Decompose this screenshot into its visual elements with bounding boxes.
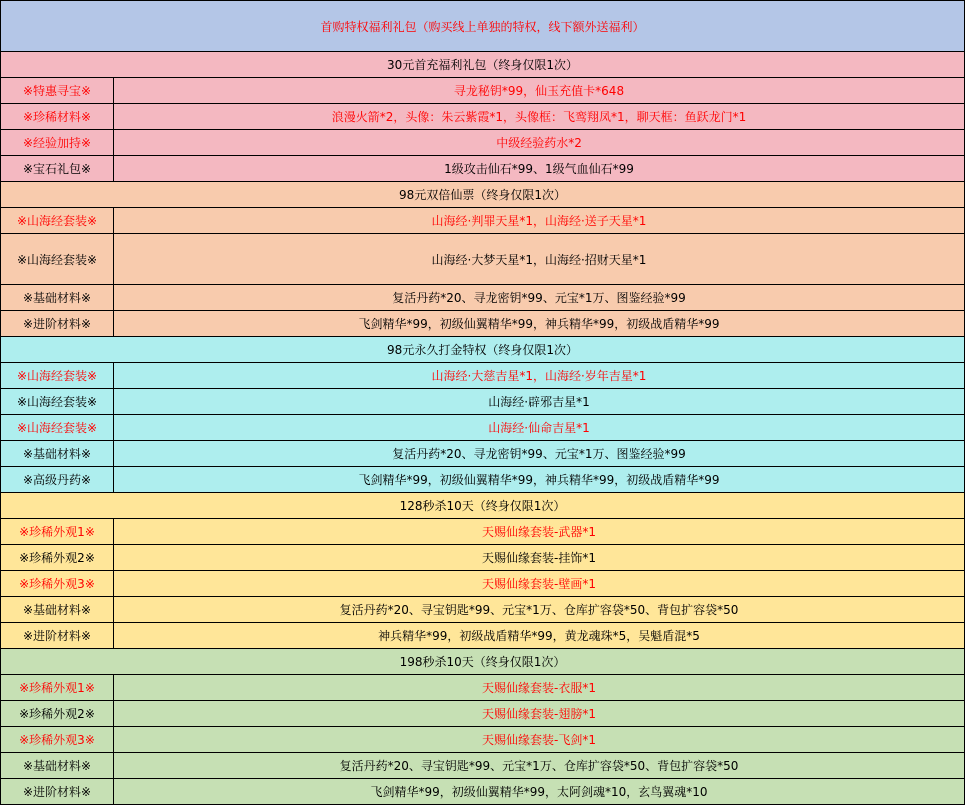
row-value: 天赐仙缘套装-挂饰*1: [114, 545, 965, 571]
table-row: [1, 753, 965, 779]
row-value: 浪漫火箭*2，头像：朱云紫霞*1，头像框：飞鸾翔凤*1，聊天框：鱼跃龙门*1: [114, 104, 965, 130]
row-value: 天赐仙缘套装-飞剑*1: [114, 727, 965, 753]
row-label: ※进阶材料※: [1, 311, 114, 337]
row-label: ※基础材料※: [1, 441, 114, 467]
table-row: [1, 208, 965, 234]
table-row: [1, 78, 965, 104]
row-value: 山海经·判罪天星*1，山海经·送子天星*1: [114, 208, 965, 234]
row-label: ※珍稀外观2※: [1, 545, 114, 571]
row-label: ※珍稀外观3※: [1, 571, 114, 597]
table-row: [1, 104, 965, 130]
row-label: ※高级丹药※: [1, 467, 114, 493]
section-header: 98元永久打金特权（终身仅限1次）: [1, 337, 965, 363]
row-label: ※进阶材料※: [1, 623, 114, 649]
row-label: ※山海经套装※: [1, 234, 114, 285]
section-header: 198秒杀10天（终身仅限1次）: [1, 649, 965, 675]
row-label: ※基础材料※: [1, 285, 114, 311]
table-title: 首购特权福利礼包（购买线上单独的特权，线下额外送福利）: [1, 1, 965, 52]
table-row: [1, 571, 965, 597]
table-row: [1, 779, 965, 805]
row-value: 复活丹药*20、寻龙密钥*99、元宝*1万、图鉴经验*99: [114, 285, 965, 311]
row-label: ※经验加持※: [1, 130, 114, 156]
table-row: [1, 701, 965, 727]
row-label: ※山海经套装※: [1, 363, 114, 389]
section-header-row: [1, 182, 965, 208]
row-value: 山海经·大梦天星*1，山海经·招财天星*1: [114, 234, 965, 285]
row-value: 飞剑精华*99，初级仙翼精华*99，神兵精华*99，初级战盾精华*99: [114, 311, 965, 337]
row-value: 复活丹药*20、寻龙密钥*99、元宝*1万、图鉴经验*99: [114, 441, 965, 467]
row-label: ※珍稀外观1※: [1, 519, 114, 545]
row-label: ※珍稀材料※: [1, 104, 114, 130]
title-row: [1, 1, 965, 52]
row-label: ※山海经套装※: [1, 208, 114, 234]
row-value: 寻龙秘钥*99，仙玉充值卡*648: [114, 78, 965, 104]
row-value: 复活丹药*20、寻宝钥匙*99、元宝*1万、仓库扩容袋*50、背包扩容袋*50: [114, 753, 965, 779]
table-row: [1, 363, 965, 389]
table-row: [1, 727, 965, 753]
row-label: ※宝石礼包※: [1, 156, 114, 182]
section-header: 30元首充福利礼包（终身仅限1次）: [1, 52, 965, 78]
row-label: ※特惠寻宝※: [1, 78, 114, 104]
row-label: ※珍稀外观3※: [1, 727, 114, 753]
row-value: 飞剑精华*99，初级仙翼精华*99，太阿剑魂*10，玄鸟翼魂*10: [114, 779, 965, 805]
row-label: ※基础材料※: [1, 597, 114, 623]
row-value: 天赐仙缘套装-武器*1: [114, 519, 965, 545]
table-row: [1, 156, 965, 182]
section-header-row: [1, 52, 965, 78]
row-value: 天赐仙缘套装-壁画*1: [114, 571, 965, 597]
table-row: [1, 285, 965, 311]
table-row: [1, 130, 965, 156]
row-value: 神兵精华*99，初级战盾精华*99，黄龙魂珠*5，吴魁盾混*5: [114, 623, 965, 649]
section-header-row: [1, 649, 965, 675]
row-label: ※山海经套装※: [1, 389, 114, 415]
table-row: [1, 441, 965, 467]
table-row: [1, 675, 965, 701]
section-header: 128秒杀10天（终身仅限1次）: [1, 493, 965, 519]
row-label: ※基础材料※: [1, 753, 114, 779]
row-label: ※山海经套装※: [1, 415, 114, 441]
section-header: 98元双倍仙票（终身仅限1次）: [1, 182, 965, 208]
row-value: 天赐仙缘套装-翅膀*1: [114, 701, 965, 727]
row-value: 天赐仙缘套装-衣服*1: [114, 675, 965, 701]
section-header-row: [1, 493, 965, 519]
row-value: 山海经·辟邪吉星*1: [114, 389, 965, 415]
section-header-row: [1, 337, 965, 363]
row-label: ※珍稀外观2※: [1, 701, 114, 727]
table-row: [1, 545, 965, 571]
table-row: [1, 234, 965, 285]
table-row: [1, 519, 965, 545]
table-row: [1, 597, 965, 623]
row-value: 复活丹药*20、寻宝钥匙*99、元宝*1万、仓库扩容袋*50、背包扩容袋*50: [114, 597, 965, 623]
table-row: [1, 415, 965, 441]
row-label: ※珍稀外观1※: [1, 675, 114, 701]
table-row: [1, 623, 965, 649]
row-value: 中级经验药水*2: [114, 130, 965, 156]
row-value: 山海经·大慈吉星*1，山海经·岁年吉星*1: [114, 363, 965, 389]
table-row: [1, 389, 965, 415]
row-value: 山海经·仙命吉星*1: [114, 415, 965, 441]
row-label: ※进阶材料※: [1, 779, 114, 805]
table-row: [1, 467, 965, 493]
row-value: 1级攻击仙石*99、1级气血仙石*99: [114, 156, 965, 182]
table-row: [1, 311, 965, 337]
row-value: 飞剑精华*99，初级仙翼精华*99，神兵精华*99，初级战盾精华*99: [114, 467, 965, 493]
